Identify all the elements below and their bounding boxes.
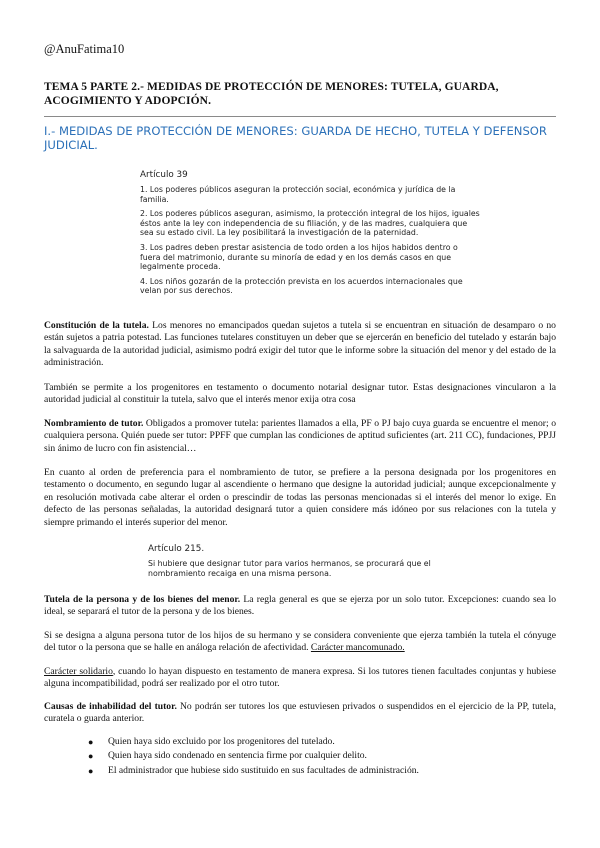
paragraph-text: , cuando lo hayan dispuesto en testamento de manera expresa. Si los tutores tienen facultades conjuntas y hubiese alguna incompatibilidad, podrá ser realizado por el otro tutor. <box>44 666 556 690</box>
inhabilidad-list <box>44 735 556 778</box>
article-215-title: Artículo 215. <box>148 544 205 554</box>
paragraph-lead: Constitución de la tutela. <box>44 320 149 331</box>
paragraph-tutela-persona-bienes <box>44 594 556 619</box>
paragraph-causas-inhabilidad <box>44 701 556 726</box>
paragraph-lead: Tutela de la persona y de los bienes del menor. <box>44 594 241 605</box>
paragraph-caracter-mancomunado <box>44 630 556 655</box>
section-heading: I.- MEDIDAS DE PROTECCIÓN DE MENORES: GUARDA DE HECHO, TUTELA Y DEFENSOR JUDICIAL. <box>44 124 547 152</box>
paragraph-orden-preferencia <box>44 467 556 529</box>
article-39-title: Artículo 39 <box>140 170 188 180</box>
list-item-text: Quien haya sido condenado en sentencia firme por cualquier delito. <box>108 750 367 762</box>
article-39-item: 1. Los poderes públicos aseguran la protección social, económica y jurídica de la familia. <box>140 185 456 204</box>
list-item <box>44 735 556 749</box>
article-39-item: 4. Los niños gozarán de la protección prevista en los acuerdos internacionales que velan por sus derechos. <box>140 276 463 296</box>
paragraph-text: Si se designa a alguna persona tutor de los hijos de su hermano y se considera conveniente que ejerza también la tutela el cónyuge del tutor o la persona que se halle en análoga relación de afectividad. <box>44 630 556 654</box>
bullet-icon: ● <box>88 751 94 762</box>
paragraph-text: La regla general es que se ejerza por un solo tutor. Excepciones: cuando sea lo ideal, se separará el tutor de la persona y de los bienes. <box>44 594 556 618</box>
document-title: TEMA 5 PARTE 2.- MEDIDAS DE PROTECCIÓN DE MENORES: TUTELA, GUARDA, ACOGIMIENTO Y ADOPCIÓN. <box>44 81 499 107</box>
paragraph-text: También se permite a los progenitores en testamento o documento notarial designar tutor. Estas designaciones vincularon a la autoridad judicial al constituir la tutela, salvo que el interés menor exija otra cosa <box>44 382 556 406</box>
article-39-item: 2. Los poderes públicos aseguran, asimismo, la protección integral de los hijos, iguales éstos ante la ley con independencia de su filiación, y de las madres, cualquiera que sea su estado civil. La ley posibilitará la investigación de la paternidad. <box>140 209 480 238</box>
article-215-excerpt <box>148 544 460 578</box>
bullet-icon: ● <box>88 765 94 776</box>
paragraph-underlined-term: Carácter solidario <box>44 666 113 677</box>
bullet-icon: ● <box>88 737 94 747</box>
paragraph-underlined-term: Carácter mancomunado. <box>310 642 405 654</box>
paragraph-text: En cuanto al orden de preferencia para el nombramiento de tutor, se prefiere a la persona designada por los progenitores en testamento o documento, en segundo lugar al ascendiente o hermano que designe la autoridad judicial; aunque excepcionalmente y en resolución motivada cabe alterar el orden o prescindir de todas las personas mencionadas si el interés del menor lo exige. En defecto de las personas señaladas, la autoridad designará tutor a quien considere más idóneo por sus relaciones con la tutela y siempre primando el interés superior del menor. <box>44 467 556 528</box>
list-item-text: El administrador que hubiese sido sustituido en sus facultades de administración. <box>108 764 419 776</box>
article-39-item: 3. Los padres deben prestar asistencia de todo orden a los hijos habidos dentro o fuera del matrimonio, durante su minoría de edad y en los demás casos en que legalmente proceda. <box>140 242 458 272</box>
list-item <box>44 749 556 763</box>
paragraph-nombramiento-tutor <box>44 418 556 455</box>
paragraph-text: No podrán ser tutores los que estuviesen privados o suspendidos en el ejercicio de la PP, tutela, curatela o guarda anterior. <box>44 701 556 725</box>
paragraph-text: Obligados a promover tutela: parientes llamados a ella, PF o PJ bajo cuya guarda se encuentre el menor; o cualquiera persona. Quién puede ser tutor: PPFF que cumplan las condiciones de aptitud suficientes (art. 211 CC), fundaciones, PPJJ sin ánimo de lucro con fin asistencial… <box>44 418 556 454</box>
paragraph-constitucion-tutela <box>44 320 556 370</box>
paragraph-designacion-progenitores <box>44 382 556 407</box>
article-39-excerpt <box>140 170 480 296</box>
title-divider <box>44 116 556 117</box>
article-215-text: Si hubiere que designar tutor para varios hermanos, se procurará que el nombramiento recaiga en una misma persona. <box>148 559 431 578</box>
author-handle: @AnuFatima10 <box>44 42 125 56</box>
paragraph-lead: Causas de inhabilidad del tutor. <box>44 701 177 712</box>
paragraph-lead: Nombramiento de tutor. <box>44 418 144 429</box>
paragraph-text: Los menores no emancipados quedan sujetos a tutela si se encuentran en situación de desamparo o no están sujetos a patria potestad. Las funciones tutelares constituyen un deber que se ejercerán en beneficio del tutelado y estarán bajo la salvaguarda de la autoridad judicial, asimismo podrá exigir del tutor que le informe sobre la situación del menor y del estado de la administración. <box>44 320 556 369</box>
list-item <box>44 764 556 778</box>
list-item-text: Quien haya sido excluido por los progenitores del tutelado. <box>108 736 335 747</box>
paragraph-caracter-solidario <box>44 666 556 691</box>
